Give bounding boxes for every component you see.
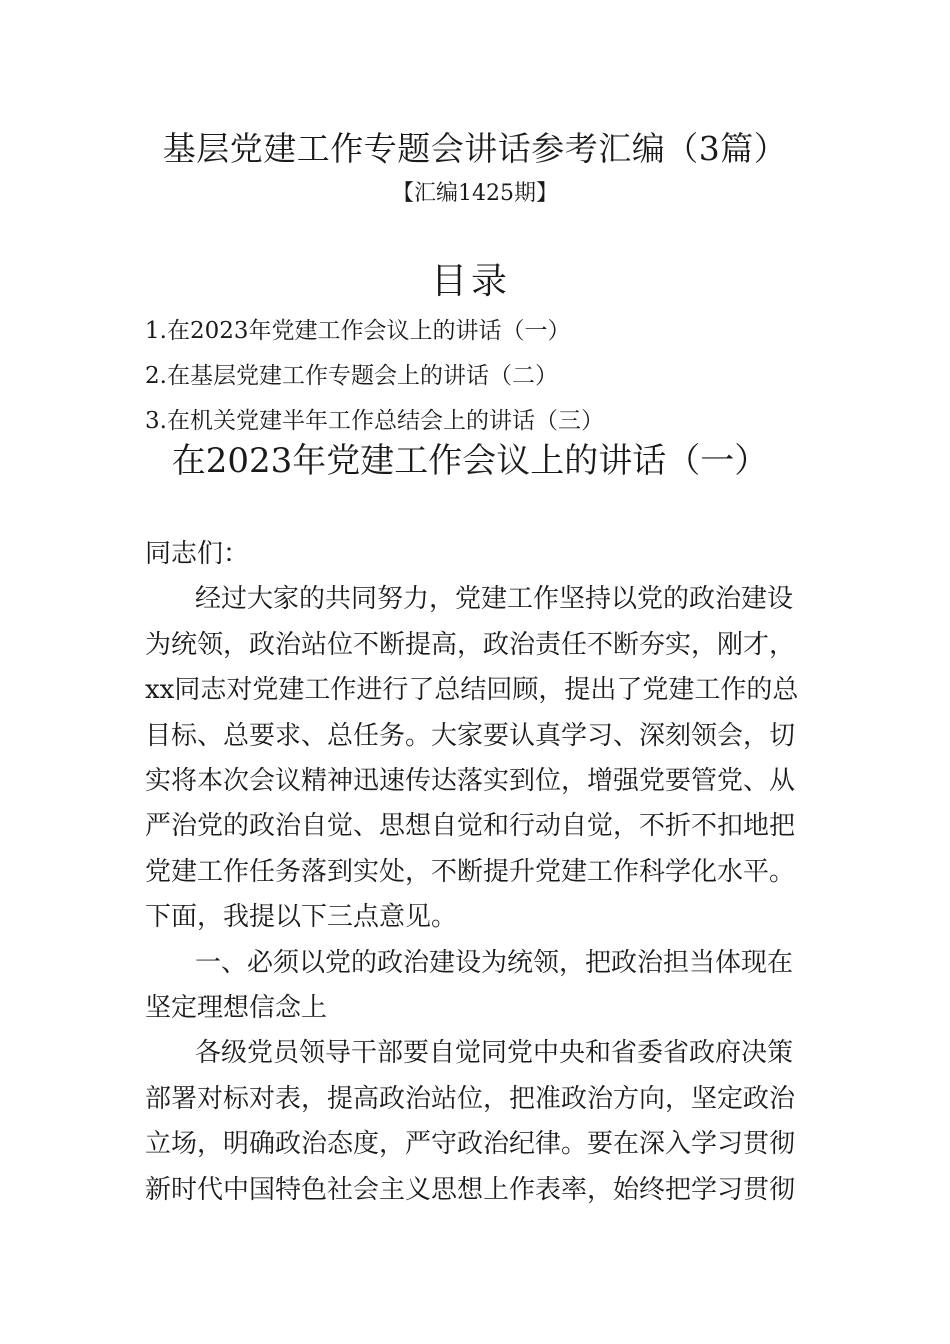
body-line: 新时代中国特色社会主义思想上作表率，始终把学习贯彻 (145, 1174, 796, 1205)
speech-body (145, 532, 825, 1213)
salutation: 同志们： (145, 539, 250, 569)
table-of-contents (145, 309, 604, 444)
body-line: 各级党员领导干部要自觉同党中央和省委省政府决策 (195, 1038, 794, 1069)
toc-item-1: 1.在2023年党建工作会议上的讲话（一） (145, 318, 571, 344)
section-heading-line: 一、必须以党的政治建设为统领，把政治担当体现在 (195, 947, 794, 978)
body-line: 部署对标对表，提高政治站位，把准政治方向，坚定政治 (145, 1083, 796, 1114)
body-line: 目标、总要求、总任务。大家要认真学习、深刻领会，切 (145, 720, 796, 751)
document-title: 基层党建工作专题会讲话参考汇编（3篇） (162, 129, 788, 168)
toc-heading: 目录 (430, 261, 511, 302)
toc-item-3: 3.在机关党建半年工作总结会上的讲话（三） (145, 408, 604, 434)
issue-number: 【汇编1425期】 (392, 181, 558, 206)
body-line: 为统领，政治站位不断提高，政治责任不断夯实，刚才， (145, 629, 796, 660)
speech-title: 在2023年党建工作会议上的讲话（一） (171, 441, 769, 481)
toc-item-2: 2.在基层党建工作专题会上的讲话（二） (145, 363, 558, 389)
body-line: xx同志对党建工作进行了总结回顾，提出了党建工作的总 (145, 675, 799, 706)
section-heading-line: 坚定理想信念上 (145, 993, 328, 1024)
body-line: 下面，我提以下三点意见。 (145, 902, 458, 933)
body-line: 党建工作任务落到实处，不断提升党建工作科学化水平。 (145, 856, 796, 887)
body-line: 立场，明确政治态度，严守政治纪律。要在深入学习贯彻 (145, 1129, 796, 1160)
body-line: 实将本次会议精神迅速传达落实到位，增强党要管党、从 (145, 766, 796, 797)
body-line: 严治党的政治自觉、思想自觉和行动自觉，不折不扣地把 (145, 811, 796, 842)
body-line: 经过大家的共同努力，党建工作坚持以党的政治建设 (195, 584, 794, 615)
